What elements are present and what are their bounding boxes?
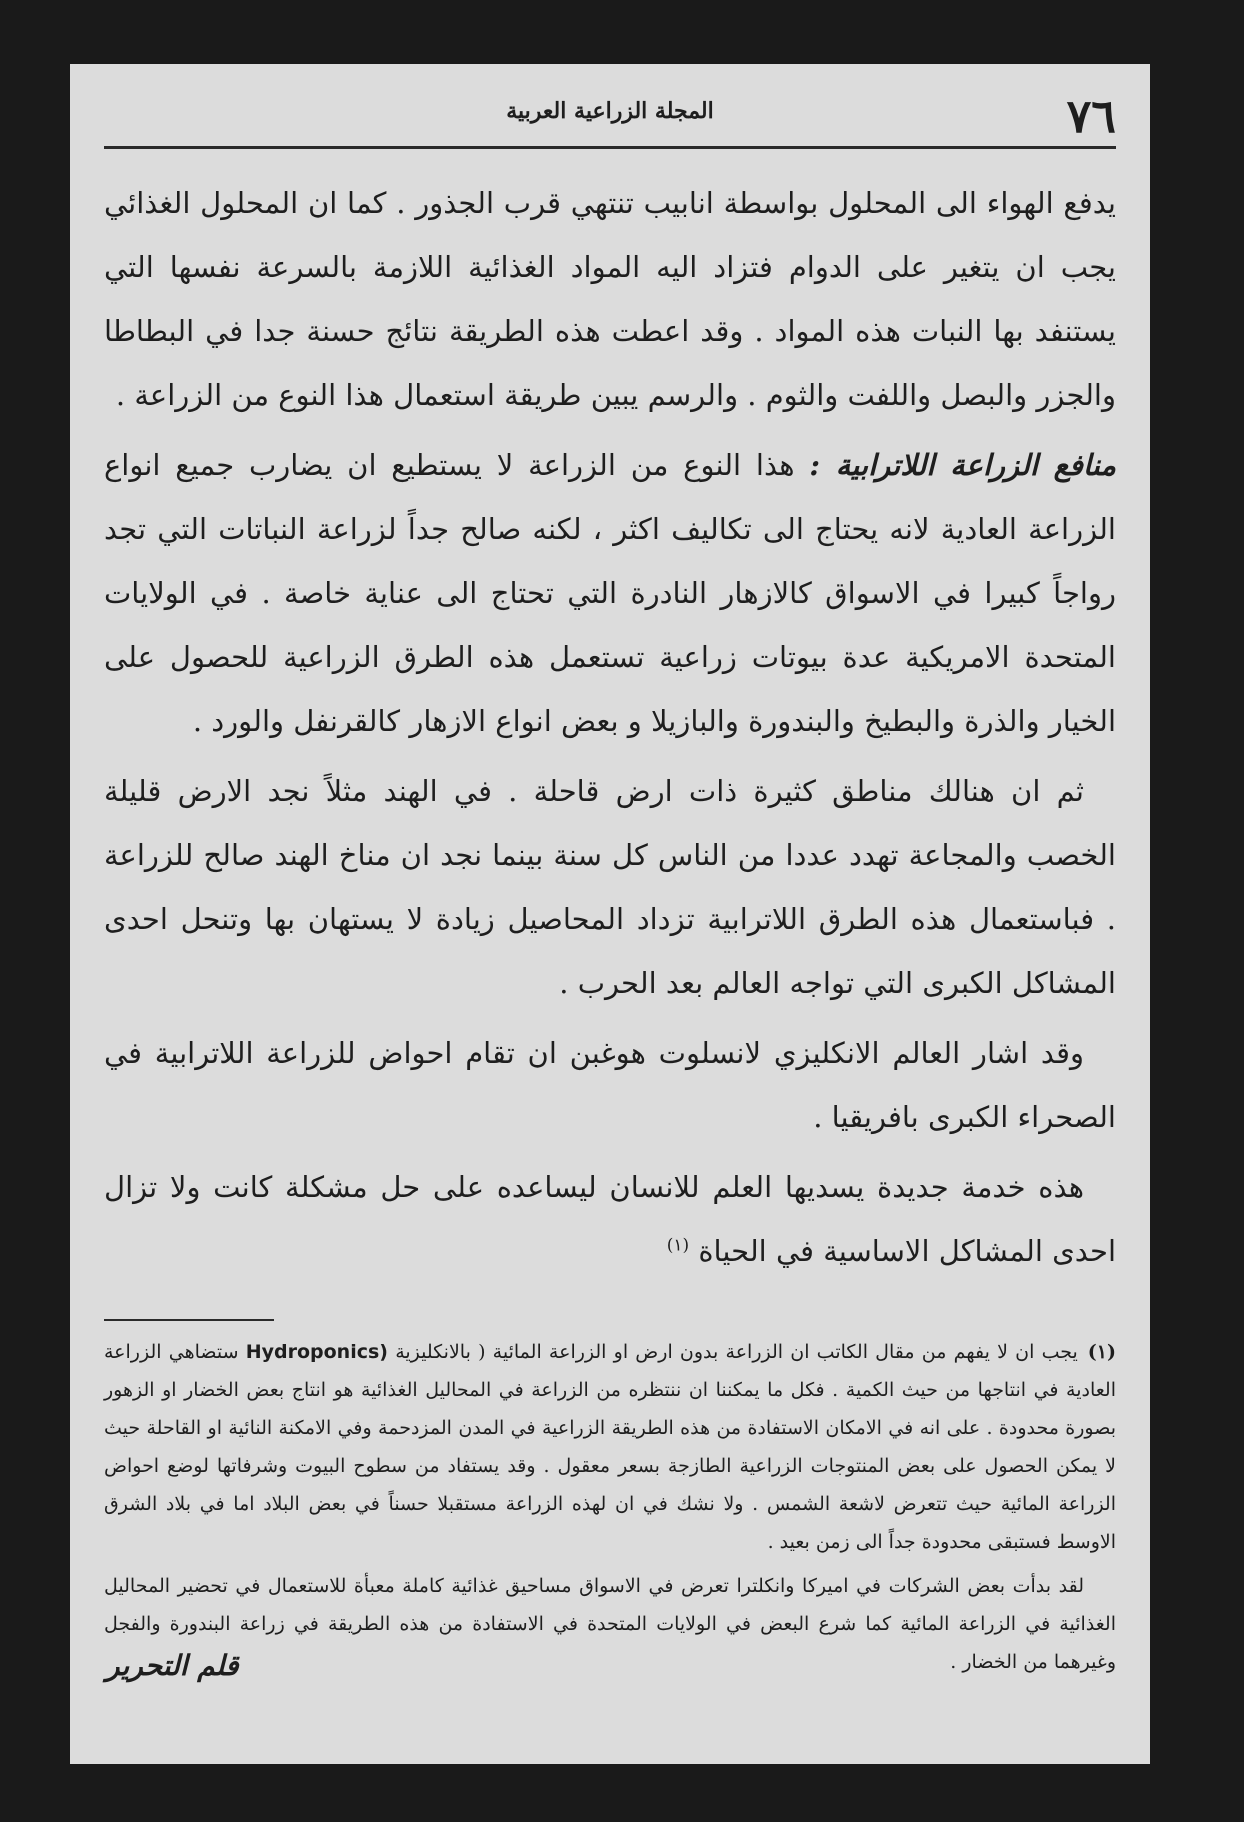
paragraph-1: يدفع الهواء الى المحلول بواسطة انابيب تنتهي قرب الجذور . كما ان المحلول الغذائي يجب ان يتغير على الدوام فتزاد اليه المواد الغذائية اللازمة بالسرعة نفسها التي يستنفد بها النبات هذه المواد . وقد اعطت هذه الطريقة نتائج حسنة جدا في البطاطا والجزر والبصل واللفت والثوم . والرسم يبين طريقة استعمال هذا النوع من الزراعة . bbox=[104, 186, 1116, 412]
page-number: ٧٦ bbox=[1066, 89, 1116, 143]
editorial-signature: قلم التحرير bbox=[106, 1649, 239, 1682]
paragraph-3: ثم ان هنالك مناطق كثيرة ذات ارض قاحلة . في الهند مثلاً نجد الارض قليلة الخصب والمجاعة تهدد عددا من الناس كل سنة بينما نجد ان مناخ الهند صالح للزراعة . فباستعمال هذه الطرق اللاترابية تزداد المحاصيل زيادة لا يستهان بها وتنحل احدى المشاكل الكبرى التي تواجه العالم بعد الحرب . bbox=[104, 774, 1116, 1000]
paragraph-5-text: هذه خدمة جديدة يسديها العلم للانسان ليساعده على حل مشكلة كانت ولا تزال احدى المشاكل الاساسية في الحياة bbox=[104, 1170, 1116, 1268]
footnote-number: (١) bbox=[1087, 1341, 1117, 1363]
footnote-divider bbox=[104, 1319, 274, 1321]
footnote-2: لقد بدأت بعض الشركات في اميركا وانكلترا تعرض في الاسواق مساحيق غذائية كاملة معبأة للاستعمال في تحضير المحاليل الغذائية في الزراعة المائية كما شرع البعض في الولايات المتحدة في الاستفادة من هذه الطريقة في زراعة البندورة والفجل وغيرهما من الخضار . bbox=[104, 1575, 1116, 1673]
footnote-reference: (١) bbox=[666, 1235, 690, 1256]
paragraph-2 bbox=[104, 433, 1116, 753]
footnotes bbox=[104, 1333, 1116, 1681]
page-header bbox=[104, 88, 1116, 149]
footnote-1 bbox=[104, 1333, 1116, 1561]
footnote-1-lead: يجب ان لا يفهم من مقال الكاتب ان الزراعة بدون ارض او الزراعة المائية ( بالانكليزية bbox=[395, 1341, 1078, 1363]
journal-title: المجلة الزراعية العربية bbox=[506, 98, 714, 124]
paragraph-2-text: هذا النوع من الزراعة لا يستطيع ان يضارب جميع انواع الزراعة العادية لانه يحتاج الى تكاليف اكثر ، لكنه صالح جداً لزراعة النباتات التي تجد رواجاً كبيرا في الاسواق كالازهار النادرة التي تحتاج الى عناية خاصة . في الولايات المتحدة الامريكية عدة بيوتات زراعية تستعمل هذه الطرق الزراعية للحصول على الخيار والذرة والبطيخ والبندورة والبازيلا و بعض انواع الازهار كالقرنفل والورد . bbox=[104, 448, 1116, 738]
article-body bbox=[104, 171, 1116, 1283]
paragraph-5 bbox=[104, 1155, 1116, 1283]
footnote-1-text: ستضاهي الزراعة العادية في انتاجها من حيث الكمية . فكل ما يمكننا ان ننتظره من الزراعة في المحاليل الغذائية هو انتاج بعض الخضار او الزهور بصورة محدودة . على انه في الامكان الاستفادة من هذه الطريقة الزراعية في المدن المزدحمة وفي الامكنة النائية او القاحلة حيث لا يمكن الحصول على بعض المنتوجات الزراعية الطازجة بسعر معقول . وقد يستفاد من سطوح البيوت وشرفاتها لوضع احواض الزراعة المائية حيث تتعرض لاشعة الشمس . ولا نشك في ان لهذه الزراعة مستقبلا حسناً في بعض البلاد اما في بلاد الشرق الاوسط فستبقى محدودة جداً الى زمن بعيد . bbox=[104, 1341, 1116, 1553]
footnote-latin-term: Hydroponics) bbox=[245, 1341, 388, 1363]
paragraph-4: وقد اشار العالم الانكليزي لانسلوت هوغبن ان تقام احواض للزراعة اللاترابية في الصحراء الكبرى بافريقيا . bbox=[104, 1036, 1116, 1134]
document-page bbox=[70, 64, 1150, 1764]
section-heading: منافع الزراعة اللاترابية : bbox=[809, 448, 1117, 482]
